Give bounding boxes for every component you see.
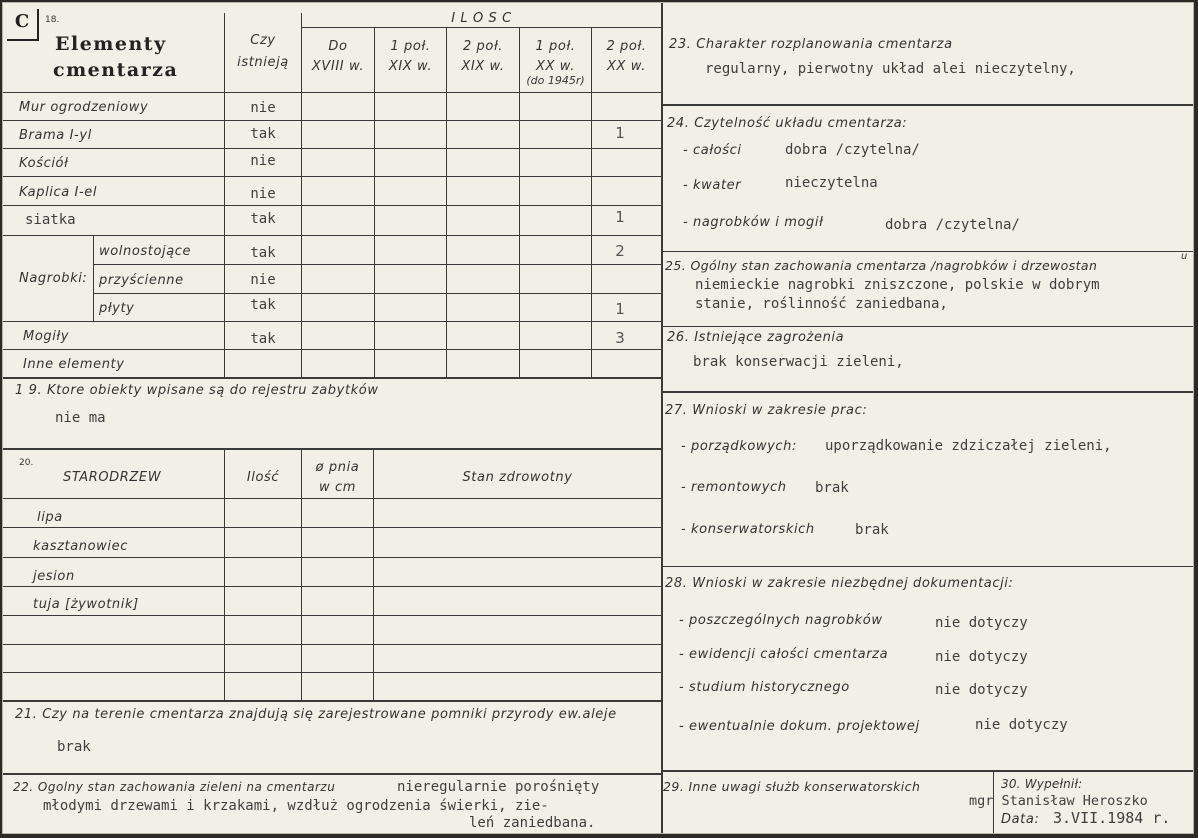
column-header: istnieją — [237, 55, 289, 70]
section-27-label: 27. Wnioski w zakresie prac: — [665, 403, 868, 418]
section-title: cmentarza — [53, 59, 179, 81]
section-number: 18. — [45, 15, 60, 25]
grid-line — [3, 205, 661, 206]
section-22-label: 22. Ogolny stan zachowania zieleni na cmentarzu — [13, 780, 336, 794]
section-number: 20. — [19, 458, 34, 468]
grid-line — [3, 235, 661, 236]
grid-line — [93, 293, 661, 294]
tree-name: jesion — [33, 569, 75, 584]
count-value: 1 — [615, 208, 625, 226]
column-header: Stan zdrowotny — [462, 470, 573, 485]
date-label: Data: — [1001, 812, 1040, 827]
grid-line — [663, 770, 1194, 772]
row-label: Kaplica I-el — [19, 185, 98, 200]
grid-line — [3, 557, 661, 558]
count-value: 2 — [615, 242, 625, 260]
section-19-value: nie ma — [55, 410, 106, 426]
grid-line — [3, 120, 661, 121]
documentation-value: nie dotyczy — [935, 649, 1028, 665]
section-title: Elementy — [55, 33, 167, 55]
row-label: siatka — [25, 212, 76, 228]
documentation-label: - studium historycznego — [679, 680, 850, 695]
row-label: przyścienne — [99, 273, 184, 288]
row-label: wolnostojące — [99, 244, 192, 259]
work-value: uporządkowanie zdziczałej zieleni, — [825, 438, 1112, 454]
filled-by-name: mgr Stanisław Heroszko — [969, 793, 1148, 809]
period-header: XX w. — [607, 59, 646, 74]
grid-line — [663, 104, 1194, 106]
section-23-label: 23. Charakter rozplanowania cmentarza — [669, 37, 953, 52]
tree-name: kasztanowiec — [33, 539, 128, 554]
section-22-value: nieregularnie porośnięty — [397, 779, 600, 795]
center-divider — [661, 3, 663, 834]
grid-line — [3, 92, 661, 93]
count-value: 3 — [615, 329, 625, 347]
section-22-value: leń zaniedbana. — [469, 815, 596, 831]
row-label: Inne elementy — [23, 357, 125, 372]
documentation-label: - ewentualnie dokum. projektowej — [679, 719, 920, 734]
period-header: XX w. — [536, 59, 575, 74]
grid-line — [3, 377, 661, 379]
count-value: 1 — [615, 300, 625, 318]
row-label: Kościół — [19, 156, 69, 171]
grid-line — [3, 321, 661, 322]
column-header: STARODRZEW — [63, 470, 162, 485]
grid-line — [3, 672, 661, 673]
count-value: 1 — [615, 124, 625, 142]
readability-label: - kwater — [683, 178, 742, 193]
nagrobki-label: Nagrobki: — [19, 271, 88, 286]
section-25-value: stanie, roślinność zaniedbana, — [695, 296, 948, 312]
grid-line — [663, 251, 1194, 252]
documentation-value: nie dotyczy — [935, 682, 1028, 698]
readability-value: nieczytelna — [785, 175, 878, 191]
grid-line — [446, 28, 447, 378]
grid-line — [3, 773, 661, 775]
period-header: XVIII w. — [311, 59, 365, 74]
exists-value: tak — [250, 211, 276, 227]
row-label: Mur ogrodzeniowy — [19, 100, 149, 115]
grid-line — [224, 450, 225, 700]
documentation-label: - poszczególnych nagrobków — [679, 613, 883, 628]
section-24-label: 24. Czytelność układu cmentarza: — [667, 116, 908, 131]
section-29-label: 29. Inne uwagi służb konserwatorskich — [663, 779, 921, 794]
grid-line — [373, 450, 374, 700]
grid-line — [3, 700, 661, 702]
row-label: płyty — [99, 301, 135, 316]
row-label: Mogiły — [23, 329, 70, 344]
work-value: brak — [855, 522, 889, 538]
readability-label: - nagrobków i mogił — [683, 215, 824, 230]
grid-line — [93, 264, 661, 265]
grid-line — [3, 586, 661, 587]
period-header: XIX w. — [461, 59, 505, 74]
section-21-label: 21. Czy na terenie cmentarza znajdują się zarejestrowane pomniki przyrody ew.aleje — [15, 707, 617, 722]
tree-name: lipa — [37, 510, 63, 525]
section-25-label: 25. Ogólny stan zachowania cmentarza /nagrobków i drzewostan — [665, 258, 1098, 273]
grid-line — [663, 391, 1194, 393]
grid-line — [3, 615, 661, 616]
period-header: 1 poł. — [390, 39, 431, 54]
column-header: ø pnia — [315, 460, 360, 475]
exists-value: tak — [250, 331, 276, 347]
grid-line — [374, 28, 375, 378]
section-28-label: 28. Wnioski w zakresie niezbędnej dokumentacji: — [665, 576, 1014, 591]
grid-line — [591, 28, 592, 378]
exists-value: tak — [250, 126, 276, 142]
grid-line — [3, 448, 661, 450]
grid-line — [3, 176, 661, 177]
inventory-card — [2, 2, 1194, 834]
period-header: 1 poł. — [535, 39, 576, 54]
grid-line — [3, 498, 661, 499]
documentation-value: nie dotyczy — [975, 717, 1068, 733]
section-letter: C — [7, 9, 39, 41]
readability-label: - całości — [683, 143, 742, 158]
grid-line — [3, 148, 661, 149]
grid-line — [663, 326, 1194, 327]
work-label: - remontowych — [681, 480, 787, 495]
date-value: 3.VII.1984 r. — [1053, 809, 1171, 827]
work-label: - porządkowych: — [681, 439, 797, 454]
row-label: Brama I-yl — [19, 128, 92, 143]
work-value: brak — [815, 480, 849, 496]
grid-line — [3, 644, 661, 645]
grid-line — [3, 527, 661, 528]
documentation-label: - ewidencji całości cmentarza — [679, 647, 889, 662]
section-26-label: 26. Istniejące zagrożenia — [667, 330, 845, 345]
grid-line — [93, 235, 94, 322]
exists-value: tak — [250, 297, 276, 313]
grid-line — [3, 349, 661, 350]
grid-line — [663, 566, 1194, 567]
column-header: w cm — [319, 480, 356, 495]
section-30-label: 30. Wypełnił: — [1001, 777, 1083, 791]
quantity-header: I L O S C — [451, 11, 512, 26]
exists-value: nie — [250, 272, 276, 288]
exists-value: nie — [250, 153, 276, 169]
period-header: (do 1945r) — [526, 74, 585, 87]
period-header: Do — [328, 39, 348, 54]
exists-value: nie — [250, 100, 276, 116]
documentation-value: nie dotyczy — [935, 615, 1028, 631]
section-21-value: brak — [57, 739, 91, 755]
exists-value: nie — [250, 186, 276, 202]
readability-value: dobra /czytelna/ — [785, 142, 920, 158]
period-header: 2 poł. — [462, 39, 504, 54]
period-header: 2 poł. — [606, 39, 647, 54]
section-19-label: 1 9. Ktore obiekty wpisane są do rejestru zabytków — [15, 383, 379, 398]
grid-line — [301, 27, 661, 28]
section-23-value: regularny, pierwotny układ alei nieczytelny, — [705, 61, 1076, 77]
readability-value: dobra /czytelna/ — [885, 217, 1020, 233]
tree-name: tuja [żywotnik] — [33, 597, 139, 612]
section-22-value: młodymi drzewami i krzakami, wzdłuż ogrodzenia świerki, zie- — [43, 798, 549, 814]
section-26-value: brak konserwacji zieleni, — [693, 354, 904, 370]
exists-value: tak — [250, 245, 276, 261]
column-header: Ilość — [246, 470, 280, 485]
period-header: XIX w. — [388, 59, 433, 74]
work-label: - konserwatorskich — [681, 522, 815, 537]
section-25-value: niemieckie nagrobki zniszczone, polskie w dobrym — [695, 277, 1100, 293]
column-header: Czy — [250, 33, 276, 48]
section-25-superscript: u — [1181, 251, 1188, 262]
